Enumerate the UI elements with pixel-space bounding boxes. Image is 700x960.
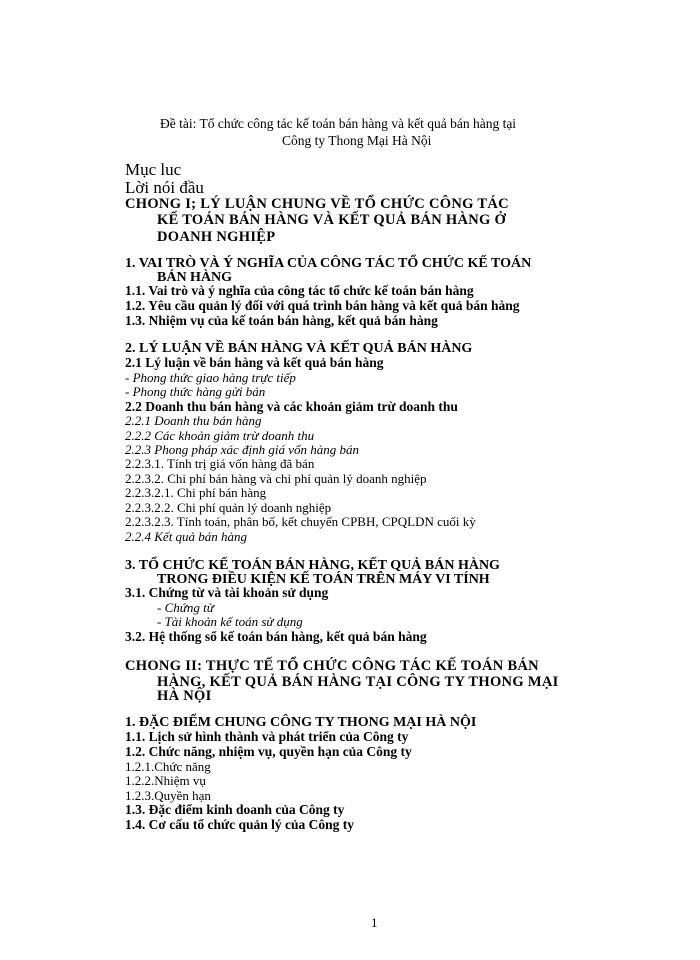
toc-entry-3-2: 3.2. Hệ thống sổ kế toán bán hàng, kết quả bán hàng: [125, 629, 427, 644]
toc-entry-2-2-3-2: 2.2.3.2. Chi phí bán hàng và chi phí quản lý doanh nghiệp: [125, 471, 427, 486]
toc-entry-c2-1-1: 1.1. Lịch sử hình thành và phát triển của Công ty: [125, 729, 409, 744]
toc-entry-3-1-a: - Chứng từ: [157, 600, 214, 615]
toc-entry-2-1-a: - Phong thức giao hàng trực tiếp: [125, 370, 296, 385]
section1-line-1: 1. VAI TRÒ VÀ Ý NGHĨA CỦA CÔNG TÁC TỔ CHỨC KẾ TOÁN: [125, 256, 532, 271]
section3-line-1: 3. TỔ CHỨC KẾ TOÁN BÁN HÀNG, KẾT QUẢ BÁN HÀNG: [125, 558, 500, 573]
toc-entry-c2-1-4: 1.4. Cơ cấu tổ chức quản lý của Công ty: [125, 817, 354, 832]
toc-entry-c2-1-3: 1.3. Đặc điểm kinh doanh của Công ty: [125, 802, 345, 817]
toc-entry-c2-1-2-3: 1.2.3.Quyền hạn: [125, 788, 211, 803]
chapter2-line-2: HÀNG, KẾT QUẢ BÁN HÀNG TẠI CÔNG TY THONG MẠI: [157, 674, 559, 690]
toc-entry-1-3: 1.3. Nhiệm vụ của kế toán bán hàng, kết quả bán hàng: [125, 313, 438, 328]
toc-entry-1-2: 1.2. Yêu cầu quản lý đối với quá trình bán hàng và kết quả bán hàng: [125, 298, 520, 313]
section2-heading: 2. LÝ LUẬN VỀ BÁN HÀNG VÀ KẾT QUẢ BÁN HÀNG: [125, 341, 473, 356]
toc-entry-c2-1-2-1: 1.2.1.Chức năng: [125, 759, 211, 774]
chapter2-line-3: HÀ NỘI: [157, 688, 212, 704]
toc-entry-3-1-b: - Tài khoản kế toán sử dụng: [157, 614, 303, 629]
section1-line-2: BÁN HÀNG: [157, 270, 233, 285]
toc-heading: Mục luc: [125, 160, 182, 179]
toc-entry-2-2-2: 2.2.2 Các khoản giảm trừ doanh thu: [125, 428, 315, 443]
toc-entry-c2-1-2: 1.2. Chức năng, nhiệm vụ, quyền hạn của Công ty: [125, 744, 412, 759]
title-line-2: Công ty Thong Mại Hà Nội: [282, 133, 432, 148]
title-line-1: Đề tài: Tổ chức công tác kế toán bán hàng và kết quả bán hàng tại: [160, 116, 517, 131]
toc-entry-2-1-b: - Phong thức hàng gửi bán: [125, 384, 266, 399]
toc-entry-2-2-3: 2.2.3 Phong pháp xác định giá vốn hàng bán: [125, 442, 359, 457]
chapter2-line-1: CHONG II: THỰC TẾ TỔ CHỨC CÔNG TÁC KẾ TOÁN BÁN: [125, 658, 539, 674]
toc-entry-3-1: 3.1. Chứng từ và tài khoản sử dụng: [125, 585, 329, 600]
toc-entry-2-2-1: 2.2.1 Doanh thu bán hàng: [125, 413, 262, 428]
toc-entry-1-1: 1.1. Vai trò và ý nghĩa của công tác tổ chức kế toán bán hàng: [125, 283, 474, 298]
chapter1-line-1: CHONG I; LÝ LUẬN CHUNG VỀ TỔ CHỨC CÔNG TÁC: [125, 196, 509, 212]
chapter1-line-2: KẾ TOÁN BÁN HÀNG VÀ KẾT QUẢ BÁN HÀNG Ở: [157, 212, 507, 228]
page-number: 1: [371, 915, 378, 930]
section3-line-2: TRONG ĐIỀU KIỆN KẾ TOÁN TRÊN MÁY VI TÍNH: [157, 572, 490, 587]
toc-entry-2-2-3-2-2: 2.2.3.2.2. Chi phí quản lý doanh nghiệp: [125, 500, 332, 515]
preface-entry: Lời nói đầu: [125, 178, 204, 197]
toc-entry-2-1: 2.1 Lý luận về bán hàng và kết quả bán hàng: [125, 355, 384, 370]
toc-entry-2-2-4: 2.2.4 Kết quả bán hàng: [125, 529, 248, 544]
toc-entry-2-2-3-2-1: 2.2.3.2.1. Chi phí bán hàng: [125, 485, 267, 500]
toc-entry-2-2: 2.2 Doanh thu bán hàng và các khoản giảm trừ doanh thu: [125, 399, 458, 414]
chapter1-line-3: DOANH NGHIỆP: [157, 229, 276, 245]
toc-entry-c2-1-2-2: 1.2.2.Nhiệm vụ: [125, 773, 206, 788]
toc-entry-2-2-3-2-3: 2.2.3.2.3. Tính toán, phân bổ, kết chuyển CPBH, CPQLDN cuối kỳ: [125, 514, 476, 529]
toc-entry-2-2-3-1: 2.2.3.1. Tính trị giá vốn hàng đã bán: [125, 456, 315, 471]
chapter2-section1-heading: 1. ĐẶC ĐIỂM CHUNG CÔNG TY THONG MẠI HÀ NỘI: [125, 715, 477, 730]
